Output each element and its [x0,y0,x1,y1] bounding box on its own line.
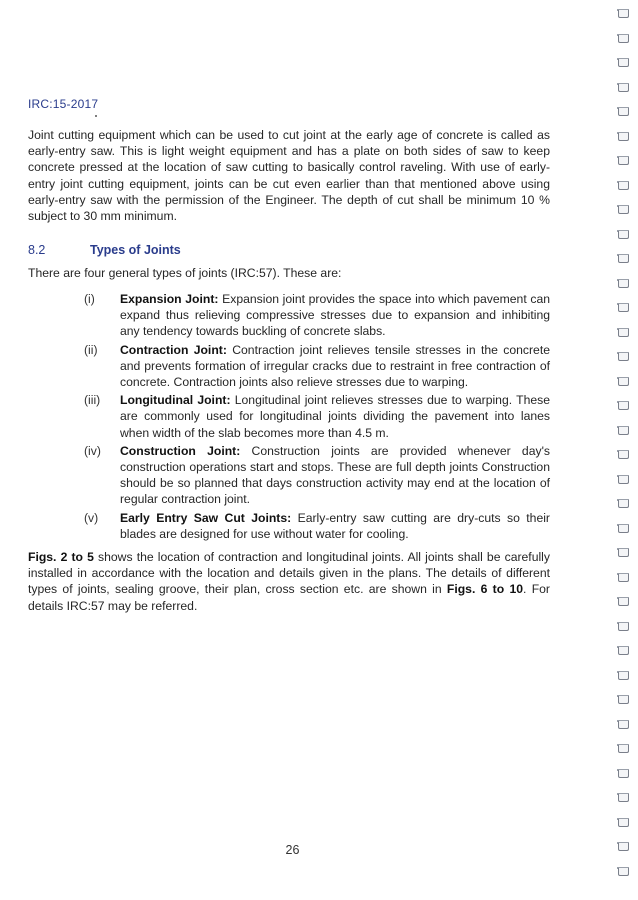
list-term: Longitudinal Joint: [120,393,231,408]
binding-ring [618,721,629,729]
binding-ring [618,623,629,631]
list-item [84,342,550,391]
joint-types-list [84,291,550,544]
binding-ring [618,868,629,876]
binding-ring [618,304,629,312]
list-text: Longitudinal joint relieves stresses due to warping. These are commonly used for longitudinal joints dividing the pavement into lanes when width of the slab becomes more than 4.5 m. [120,393,550,440]
binding-ring [618,329,629,337]
binding-ring [618,696,629,704]
list-text: Early-entry saw cutting are dry-cuts so their blades are designed for use without water for cooling. [120,510,550,541]
binding-ring [618,770,629,778]
spiral-binding [612,0,638,900]
closing-paragraph [28,549,550,614]
binding-ring [618,84,629,92]
list-text: Expansion joint provides the space into which pavement can expand thus relieving compressive stresses due to expansion and inhibiting any tendency towards buckling of concrete slabs. [120,292,551,339]
figure-reference: Figs. 6 to 10 [446,582,524,597]
list-text: Contraction joint relieves tensile stresses in the concrete and prevents formation of irregular cracks due to restraint in free contraction of concrete. Contraction joints also relieve stresses due to warping. [120,342,550,390]
binding-ring [618,843,629,851]
section-heading [28,243,181,257]
list-numeral: (i) [84,292,95,306]
section-number: 8.2 [28,243,46,257]
binding-ring [618,476,629,484]
binding-ring [618,794,629,802]
binding-ring [618,402,629,410]
binding-ring [618,574,629,582]
list-item [84,443,550,508]
binding-ring [618,500,629,508]
figure-reference: Figs. 2 to 5 [28,550,94,564]
list-term: Expansion Joint: [120,292,219,306]
binding-ring [618,598,629,606]
list-term: Early Entry Saw Cut Joints: [120,510,292,525]
binding-ring [618,59,629,67]
list-item [84,510,550,542]
lead-in-paragraph: There are four general types of joints (IRC:57). These are: [28,266,342,280]
binding-ring [618,745,629,753]
binding-ring [618,206,629,214]
section-title: Types of Joints [90,243,181,257]
list-text: Construction joints are provided whenever day's construction operations start and stops. These are full depth joints Construction should be so planned that days construction activity may end at the location of regular contraction joint. [120,443,550,507]
list-term: Contraction Joint: [120,342,227,357]
list-item [84,291,550,340]
list-item [84,392,550,441]
list-numeral: (v) [84,510,99,525]
binding-ring [618,35,629,43]
list-numeral: (ii) [84,342,98,357]
stray-mark [95,115,97,117]
binding-ring [618,378,629,386]
closing-text: shows the location of contraction and longitudinal joints. All joints shall be carefully installed in accordance with the location and details given in the plans. The details of different types of joints, sealing groove, their plan, cross section etc. are shown in [28,550,550,597]
list-term: Construction Joint: [120,443,241,458]
binding-ring [618,157,629,165]
binding-ring [618,819,629,827]
binding-ring [618,672,629,680]
binding-ring [618,427,629,435]
intro-paragraph: Joint cutting equipment which can be used to cut joint at the early age of concrete is called as early-entry saw. This is light weight equipment and has a plate on both sides of saw to keep concrete pressed at the location of saw cutting to basically control raveling. With use of early-entry joint cutting equipment, joints can be cut even earlier than that mentioned above using early-entry saw with the permission of the Engineer. The depth of cut shall be minimum 10 % subject to 30 mm minimum. [28,128,550,224]
binding-ring [618,525,629,533]
list-numeral: (iii) [84,393,101,408]
closing-text: . For details IRC:57 may be referred. [28,582,550,613]
binding-ring [618,280,629,288]
document-reference: IRC:15-2017 [28,97,99,111]
binding-ring [618,451,629,459]
binding-ring [618,10,629,18]
binding-ring [618,255,629,263]
binding-ring [618,353,629,361]
page-number: 26 [285,843,300,857]
binding-ring [618,231,629,239]
binding-ring [618,133,629,141]
binding-ring [618,108,629,116]
binding-ring [618,549,629,557]
binding-ring [618,182,629,190]
list-numeral: (iv) [84,443,101,458]
binding-ring [618,647,629,655]
